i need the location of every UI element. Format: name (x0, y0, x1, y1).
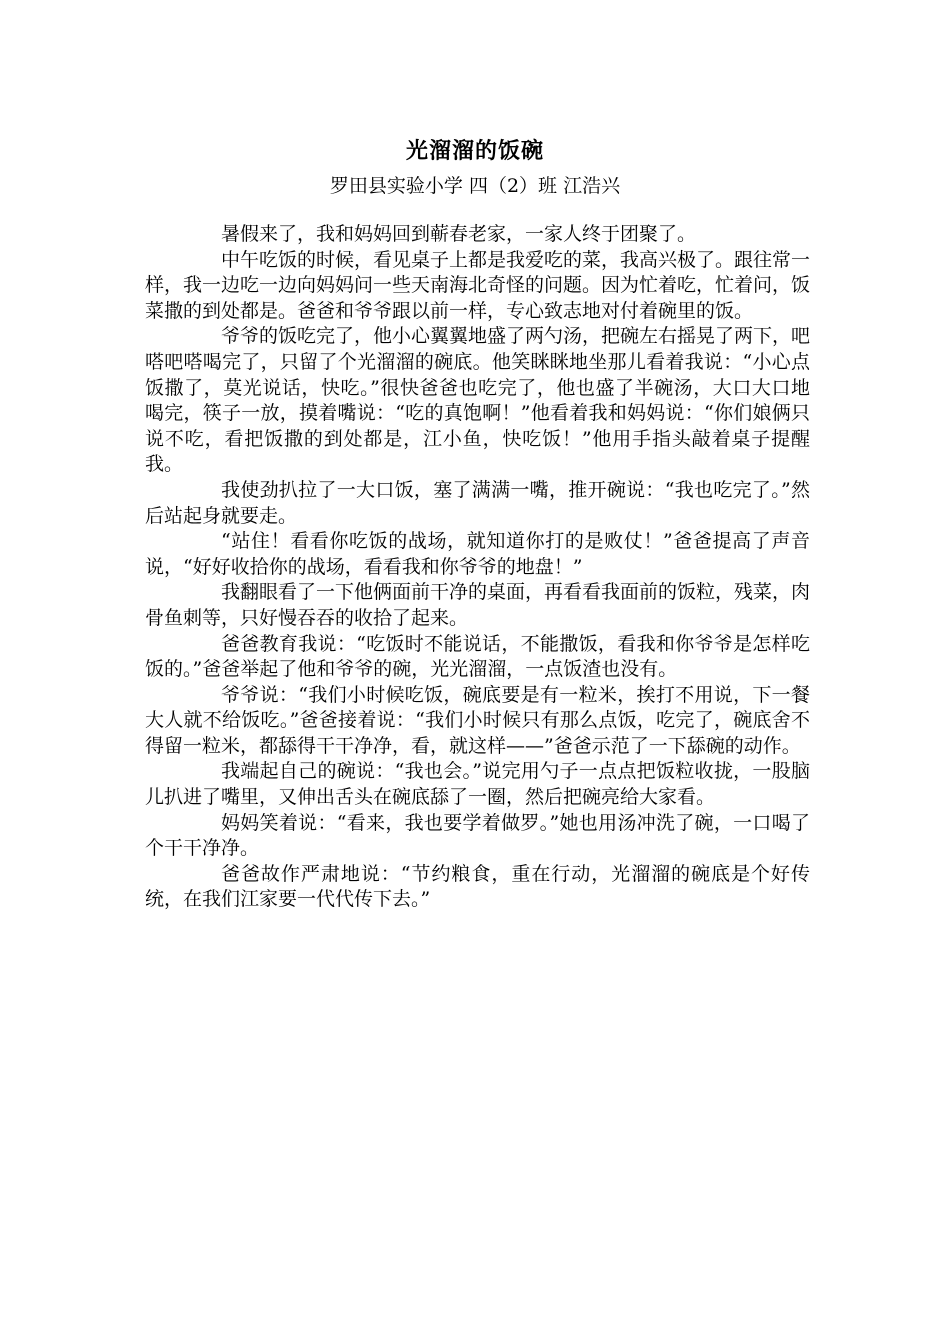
article-body (145, 222, 810, 913)
paragraph: “站住！看看你吃饭的战场，就知道你打的是败仗！”爸爸提高了声音说，“好好收拾你的战场，看看我和你爷爷的地盘！” (145, 530, 810, 578)
paragraph: 妈妈笑着说：“看来，我也要学着做罗。”她也用汤冲洗了碗，一口喝了个干干净净。 (145, 811, 810, 860)
paragraph: 爷爷的饭吃完了，他小心翼翼地盛了两勺汤，把碗左右摇晃了两下，吧嗒吧嗒喝完了，只留了个光溜溜的碗底。他笑眯眯地坐那儿看着我说：“小心点饭撒了，莫光说话，快吃。”很快爸爸也吃完了，他也盛了半碗汤，大口大口地喝完，筷子一放，摸着嘴说：“吃的真饱啊！”他看着我和妈妈说：“你们娘俩只说不吃，看把饭撒的到处都是，江小鱼，快吃饭！”他用手指头敲着桌子提醒我。 (145, 325, 811, 476)
author-byline: 罗田县实验小学 四（2）班 江浩兴 (329, 175, 621, 197)
paragraph: 爸爸教育我说：“吃饭时不能说话，不能撒饭，看我和你爷爷是怎样吃饭的。”爸爸举起了他和爷爷的碗，光光溜溜，一点饭渣也没有。 (145, 632, 810, 681)
paragraph: 中午吃饭的时候，看见桌子上都是我爱吃的菜，我高兴极了。跟往常一样，我一边吃一边向妈妈问一些天南海北奇怪的问题。因为忙着吃，忙着问，饭菜撒的到处都是。爸爸和爷爷跟以前一样，专心致志地对付着碗里的饭。 (145, 248, 811, 322)
paragraph: 暑假来了，我和妈妈回到蕲春老家，一家人终于团聚了。 (221, 223, 697, 245)
paragraph: 我翻眼看了一下他俩面前干净的桌面，再看看我面前的饭粒，残菜，肉骨鱼刺等，只好慢吞吞的收拾了起来。 (145, 581, 811, 629)
paragraph: 我端起自己的碗说：“我也会。”说完用勺子一点点把饭粒收拢，一股脑儿扒进了嘴里，又伸出舌头在碗底舔了一圈，然后把碗亮给大家看。 (145, 760, 810, 809)
paragraph: 爸爸故作严肃地说：“节约粮食，重在行动，光溜溜的碗底是个好传统，在我们江家要一代代传下去。” (145, 862, 810, 911)
paragraph: 爷爷说：“我们小时候吃饭，碗底要是有一粒米，挨打不用说，下一餐大人就不给饭吃。”爸爸接着说：“我们小时候只有那么点饭，吃完了，碗底舍不得留一粒米，都舔得干干净净，看，就这样——”爸爸示范了一下舔碗的动作。 (145, 683, 810, 757)
paragraph: 我使劲扒拉了一大口饭，塞了满满一嘴，推开碗说：“我也吃完了。”然后站起身就要走。 (145, 478, 810, 527)
document-title: 光溜溜的饭碗 (405, 138, 544, 164)
